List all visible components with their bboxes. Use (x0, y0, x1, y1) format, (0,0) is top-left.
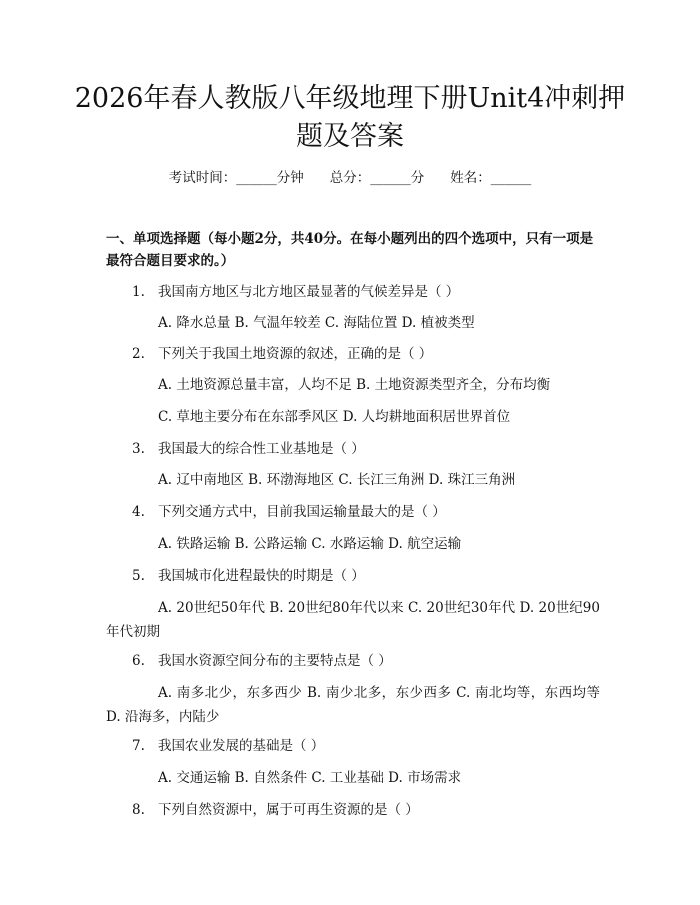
question-number: 5. (132, 568, 145, 584)
question-7-options: A. 交通运输 B. 自然条件 C. 工业基础 D. 市场需求 (158, 770, 462, 786)
section-heading: 一、单项选择题（每小题2分，共40分。在每小题列出的四个选项中，只有一项是最符合题目要求的。） (106, 231, 594, 269)
exam-info-line (0, 169, 700, 187)
question-8 (132, 798, 419, 822)
question-text: 我国南方地区与北方地区最显著的气候差异是（ ） (158, 284, 460, 300)
question-2-options-row-2: C. 草地主要分布在东部季风区 D. 人均耕地面积居世界首位 (158, 409, 511, 425)
question-number: 6. (132, 653, 145, 669)
exam-time-field: 考试时间：______分钟 (168, 170, 304, 186)
question-number: 1. (132, 284, 145, 300)
question-5 (132, 564, 365, 588)
question-1 (132, 280, 459, 304)
question-number: 4. (132, 504, 145, 520)
question-text: 我国农业发展的基础是（ ） (158, 738, 325, 754)
question-2 (132, 342, 432, 366)
question-6 (132, 649, 392, 673)
question-4 (132, 500, 446, 524)
question-text: 我国水资源空间分布的主要特点是（ ） (158, 653, 392, 669)
question-5-options: A. 20世纪50年代 B. 20世纪80年代以来 C. 20世纪30年代 D. 20世纪90年代初期 (106, 600, 600, 640)
question-text: 我国城市化进程最快的时期是（ ） (158, 568, 365, 584)
question-text: 下列自然资源中，属于可再生资源的是（ ） (158, 802, 419, 818)
question-number: 3. (132, 441, 145, 457)
question-number: 8. (132, 802, 145, 818)
question-1-options: A. 降水总量 B. 气温年较差 C. 海陆位置 D. 植被类型 (158, 315, 475, 331)
question-2-options-row-1: A. 土地资源总量丰富，人均不足 B. 土地资源类型齐全，分布均衡 (158, 377, 551, 393)
question-text: 我国最大的综合性工业基地是（ ） (158, 441, 365, 457)
question-number: 2. (132, 346, 145, 362)
question-7 (132, 734, 324, 758)
exam-title: 2026年春人教版八年级地理下册Unit4冲刺押题及答案 (74, 83, 626, 152)
question-3 (132, 437, 365, 461)
question-4-options: A. 铁路运输 B. 公路运输 C. 水路运输 D. 航空运输 (158, 536, 462, 552)
student-name-field: 姓名：______ (450, 170, 532, 186)
question-6-options: A. 南多北少，东多西少 B. 南少北多，东少西多 C. 南北均等，东西均等 D. 沿海多，内陆少 (106, 685, 600, 725)
total-score-field: 总分：______分 (329, 170, 425, 186)
question-3-options: A. 辽中南地区 B. 环渤海地区 C. 长江三角洲 D. 珠江三角洲 (158, 472, 516, 488)
question-text: 下列关于我国土地资源的叙述，正确的是（ ） (158, 346, 433, 362)
question-number: 7. (132, 738, 145, 754)
question-text: 下列交通方式中，目前我国运输量最大的是（ ） (158, 504, 446, 520)
